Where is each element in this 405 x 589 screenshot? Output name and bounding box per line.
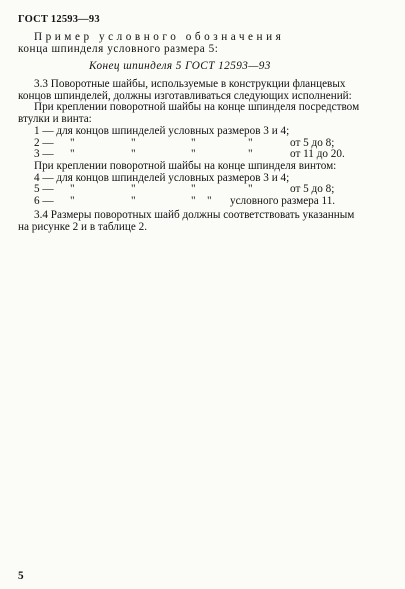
ditto-mark: " (70, 148, 75, 160)
ditto-mark: " (70, 137, 75, 149)
list-item-2-number: 2 — (34, 137, 54, 149)
list-item-5-range: от 5 до 8; (290, 183, 335, 195)
list-item-6-number: 6 — (34, 195, 54, 207)
para-3-4-line1: 3.4 Размеры поворотных шайб должны соответствовать указанным (34, 209, 355, 221)
list-item-2-range: от 5 до 8; (290, 137, 335, 149)
ditto-mark: " (248, 183, 253, 195)
list-item-6-range: условного размера 11. (230, 195, 336, 207)
example-designation: Конец шпинделя 5 ГОСТ 12593—93 (89, 60, 271, 72)
list-item-4: 4 — для концов шпинделей условных размеров 3 и 4; (34, 172, 290, 184)
ditto-mark: " (191, 183, 196, 195)
ditto-mark: " (248, 137, 253, 149)
para-3-4-line2: на рисунке 2 и в таблице 2. (18, 221, 148, 233)
ditto-mark: " (191, 195, 196, 207)
list-item-3-range: от 11 до 20. (290, 148, 345, 160)
ditto-mark: " (131, 137, 136, 149)
list-item-3-number: 3 — (34, 148, 54, 160)
ditto-mark: " (70, 183, 75, 195)
para-3-3-line1: 3.3 Поворотные шайбы, используемые в конструкции фланцевых (34, 78, 346, 90)
page-number: 5 (18, 570, 24, 582)
ditto-mark: " (248, 148, 253, 160)
ditto-mark: " (191, 148, 196, 160)
group1-line1: При креплении поворотной шайбы на конце шпинделя посредством (34, 101, 360, 113)
ditto-mark: " (191, 137, 196, 149)
list-item-1: 1 — для концов шпинделей условных размеров 3 и 4; (34, 125, 290, 137)
example-heading: Пример условного обозначения (34, 31, 285, 43)
ditto-mark: " (131, 195, 136, 207)
para-3-3-line2: концов шпинделей, должны изготавливаться следующих исполнений: (18, 90, 352, 102)
ditto-mark: " (131, 148, 136, 160)
example-heading-cont: конца шпинделя условного размера 5: (18, 43, 219, 55)
ditto-mark: " (131, 183, 136, 195)
ditto-mark: " (70, 195, 75, 207)
group2-line: При креплении поворотной шайбы на конце шпинделя винтом: (34, 160, 337, 172)
group1-line2: втулки и винта: (18, 113, 92, 125)
ditto-mark: " (207, 195, 212, 207)
list-item-5-number: 5 — (34, 183, 54, 195)
doc-header: ГОСТ 12593—93 (18, 14, 100, 25)
